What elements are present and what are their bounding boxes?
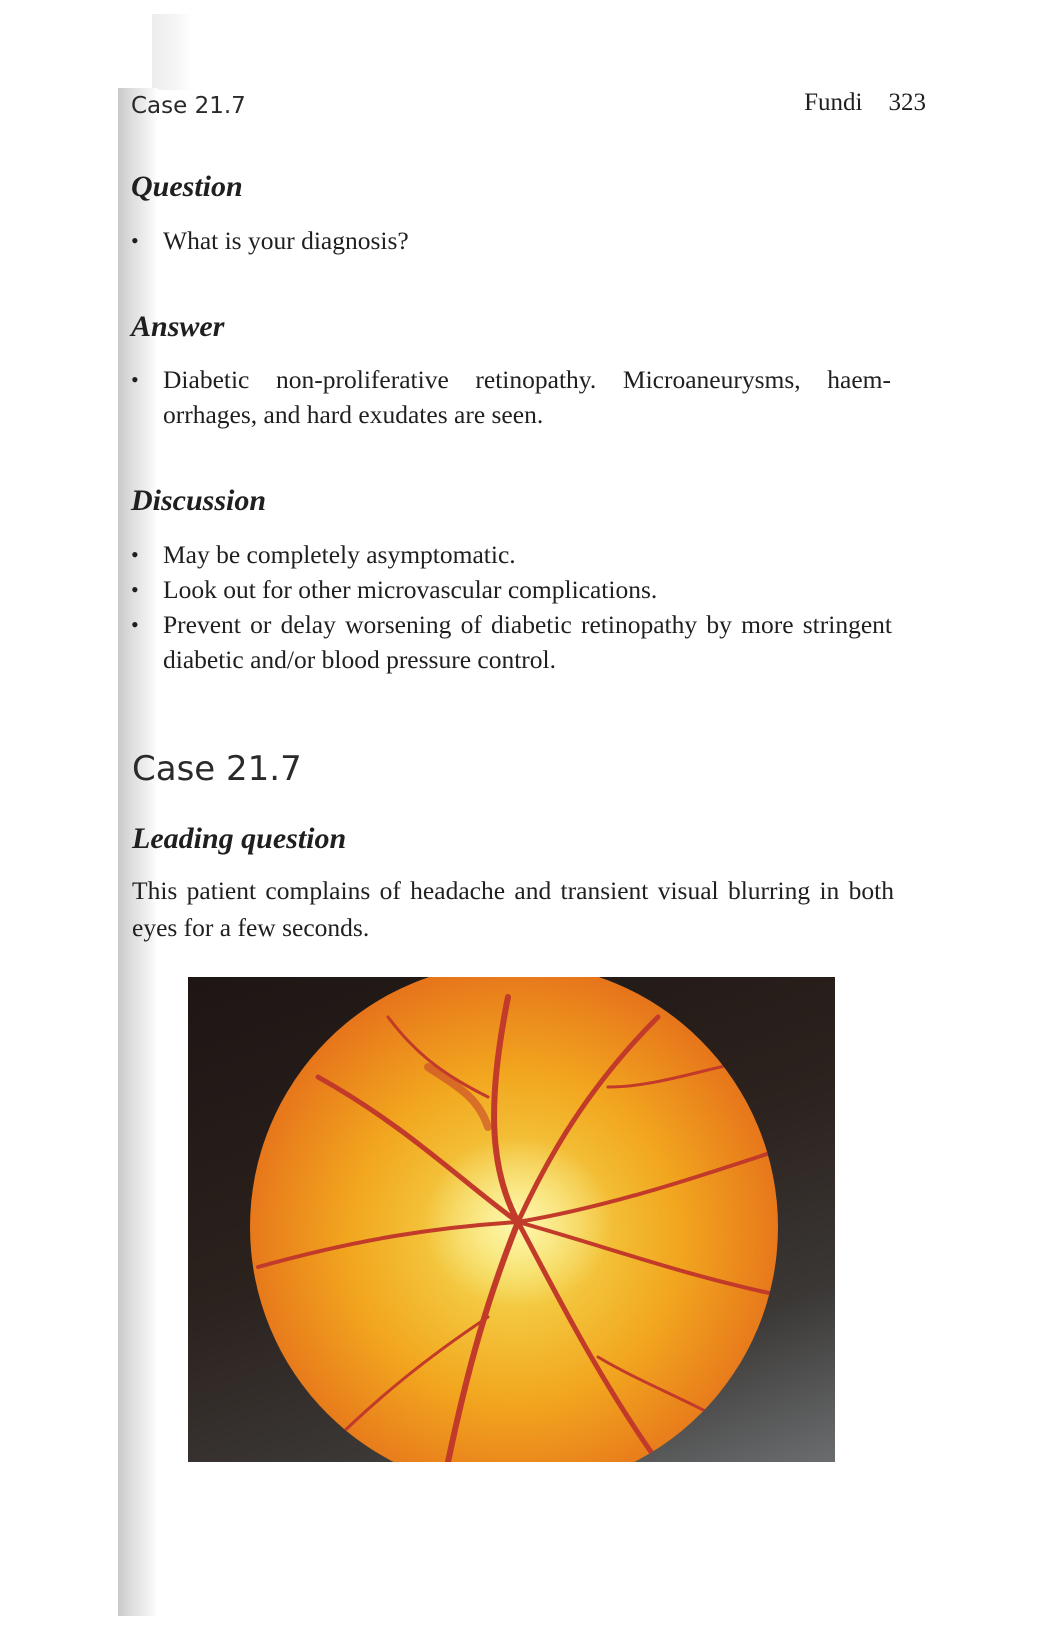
running-header-case: Case 21.7: [131, 93, 246, 119]
leading-question-text: This patient complains of headache and transient visual blurring in both eyes for a few seconds.: [132, 876, 894, 942]
fundus-photograph: [188, 977, 835, 1462]
case-title: Case 21.7: [132, 749, 302, 789]
answer-list: [131, 362, 891, 432]
discussion-list: [131, 537, 892, 677]
question-heading: Question: [131, 170, 243, 203]
answer-item: • Diabetic non-proliferative retinopathy. Microaneurysms, haem-orrhages, and hard exudates are seen.: [131, 362, 891, 432]
running-header-section: Fundi: [804, 89, 863, 116]
answer-heading: Answer: [131, 310, 225, 343]
question-list: [131, 223, 891, 258]
question-item: • What is your diagnosis?: [131, 223, 891, 258]
page-number: 323: [888, 89, 926, 116]
discussion-item: • May be completely asymptomatic.: [131, 537, 892, 572]
discussion-item: • Prevent or delay worsening of diabetic retinopathy by more stringent diabetic and/or blood pressure control.: [131, 607, 892, 677]
discussion-item: • Look out for other microvascular complications.: [131, 572, 892, 607]
leading-question-heading: Leading question: [132, 822, 347, 855]
discussion-heading: Discussion: [131, 484, 267, 517]
page-shadow-top: [152, 14, 192, 90]
fundus-image-svg: [188, 977, 835, 1462]
running-header-right: [804, 89, 926, 117]
